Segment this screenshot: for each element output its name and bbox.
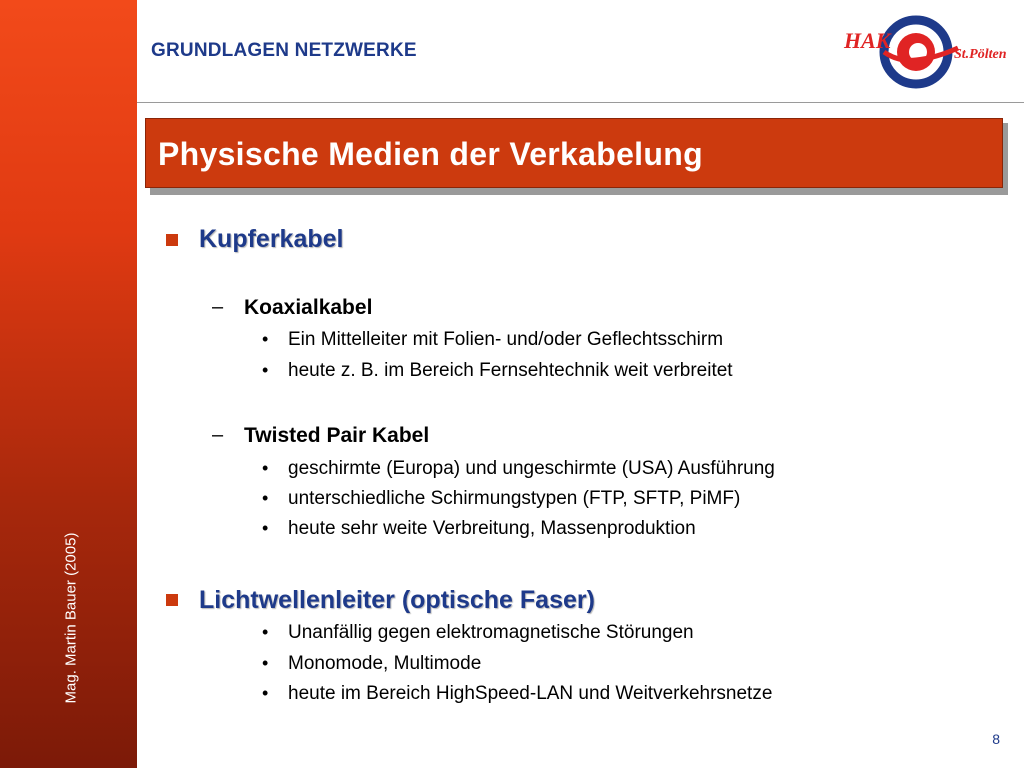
dash-marker: –	[212, 296, 224, 318]
square-bullet-icon	[166, 594, 178, 606]
dash-marker: –	[212, 424, 224, 446]
list-item: unterschiedliche Schirmungstypen (FTP, SFTP, PiMF)	[288, 488, 741, 509]
dot-bullet-icon: •	[262, 622, 269, 642]
list-item: Monomode, Multimode	[288, 653, 482, 674]
sub-koaxialkabel: Koaxialkabel	[244, 296, 373, 319]
logo-text-city: St.Pölten	[954, 47, 1007, 62]
title-banner	[145, 118, 1003, 188]
list-item: heute im Bereich HighSpeed-LAN und Weitverkehrsnetze	[288, 683, 773, 704]
list-item: Unanfällig gegen elektromagnetische Störungen	[288, 622, 694, 643]
list-item: heute z. B. im Bereich Fernsehtechnik weit verbreitet	[288, 360, 733, 381]
list-item: Ein Mittelleiter mit Folien- und/oder Geflechtsschirm	[288, 329, 724, 350]
list-item: heute sehr weite Verbreitung, Massenproduktion	[288, 518, 696, 539]
logo-text-hak: HAK	[844, 28, 891, 53]
header-title: GRUNDLAGEN NETZWERKE	[151, 40, 417, 61]
dot-bullet-icon: •	[262, 360, 269, 380]
dot-bullet-icon: •	[262, 488, 269, 508]
dot-bullet-icon: •	[262, 458, 269, 478]
bullet-kupferkabel: Kupferkabel	[199, 225, 344, 253]
sidebar-band	[0, 0, 137, 768]
dot-bullet-icon: •	[262, 653, 269, 673]
header-divider	[137, 102, 1024, 103]
list-item: geschirmte (Europa) und ungeschirmte (USA) Ausführung	[288, 458, 775, 479]
sub-twisted-pair: Twisted Pair Kabel	[244, 424, 430, 447]
bullet-lichtwellenleiter: Lichtwellenleiter (optische Faser)	[199, 586, 595, 614]
dot-bullet-icon: •	[262, 518, 269, 538]
square-bullet-icon	[166, 234, 178, 246]
author-credit: Mag. Martin Bauer (2005)	[62, 532, 80, 704]
page-number: 8	[992, 731, 1000, 747]
slide-title: Physische Medien der Verkabelung	[158, 136, 703, 172]
dot-bullet-icon: •	[262, 683, 269, 703]
hak-logo	[838, 8, 1018, 96]
dot-bullet-icon: •	[262, 329, 269, 349]
